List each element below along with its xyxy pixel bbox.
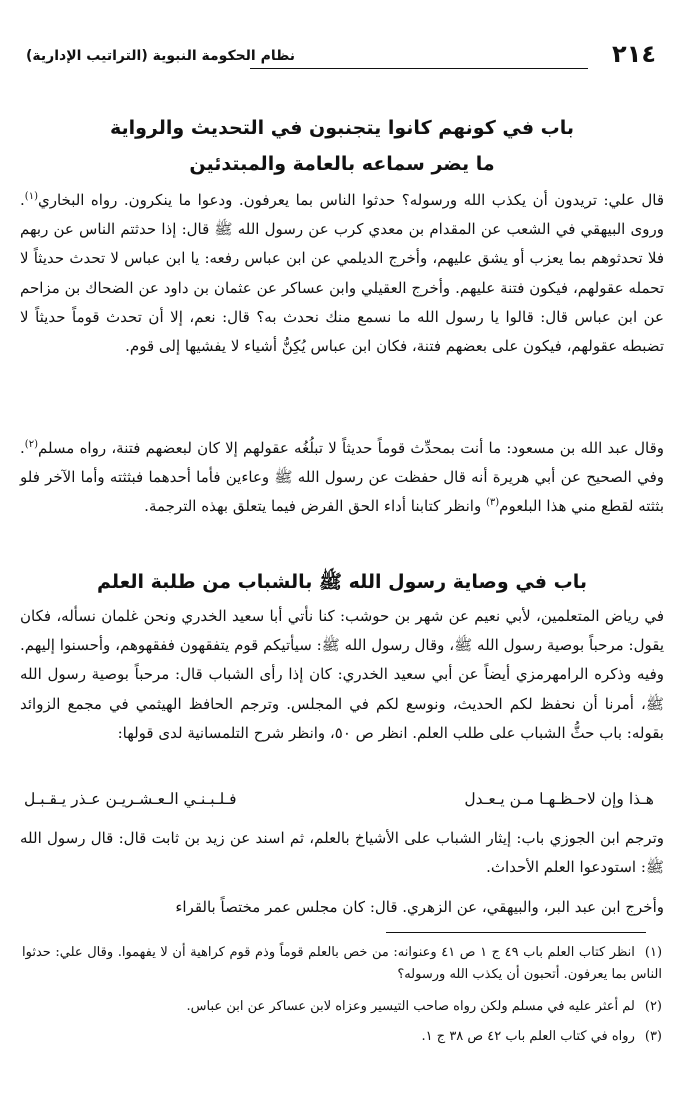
poem-verse [24,790,654,820]
section2-paragraph-2: وترجم ابن الجوزي باب: إيثار الشباب على الأشياخ بالعلم، ثم اسند عن زيد بن ثابت قال: قال رسول الله ﷺ: استودعوا العلم الأحداث. [20,829,664,877]
section2-paragraph-1: في رياض المتعلمين، لأبي نعيم عن شهر بن حوشب: كنا نأتي أبا سعيد الخدري ونحن غلمان نسأله، فكان يقول: مرحباً بوصية رسول الله ﷺ، وقال رسول الله ﷺ: سيأتيكم قوم يتفقهون ففقهوهم، وأحسنوا إليهم. وفيه وذكره الرامهرمزي أيضاً عن أبي سعيد الخدري: كان إذا رأى الشباب قال: مرحباً بوصية رسول الله ﷺ، أمرنا أن نحفظ لكم الحديث، ونوسع لكم في المجلس. وترجم الحافظ الهيثمي في مجمع الزوائد بقوله: باب حثُّ الشباب على طلب العلم. انظر ص ٥٠، وانظر شرح التلمسانية لدى قولها: [20,607,665,742]
footnote-ref-1: (١) [24,191,38,202]
footnote-ref-2: (٢) [24,439,38,450]
footnote-ref-3: (٣) [485,497,500,509]
verse-first-hemistich: هـذا وإن لاحـظـهـا مـن يـعـدل [464,790,654,808]
section1-paragraph-2: وقال عبد الله بن مسعود: ما أنت بمحدِّث قوماً حديثاً لا تبلُغُه عقولهم إلا كان لبعضهم فتنة، رواه مسلم$^{(٢)}$. وفي الصحيح عن أبي هريرة أنه قال حفظت عن رسول الله ﷺ وعاءين فأما أحدهما فبثثته وأما الآخر فلو بثثته لقطع مني هذا البلعوم$^{(٣)}$ وانظر كتابنا أداء الحق الفرض فيما يتعلق بهذه الترجمة. [20,439,664,516]
section2-paragraph-3: وأخرج ابن عبد البر، والبيهقي، عن الزهري. قال: كان مجلس عمر مختصاً بالقراء [175,898,664,916]
page-number: ٢١٤ [612,40,656,68]
footnote-2: (٢)لم أعثر عليه في مسلم ولكن رواه صاحب التيسير وعزاه لابن عساكر عن ابن عباس. [186,999,662,1014]
section1-title-line2: ما يضر سماعه بالعامة والمبتدئين [189,153,495,175]
footnote-3: (٣)رواه في كتاب العلم باب ٤٢ ص ٣٨ ج ١. [421,1029,662,1044]
verse-second-hemistich: فـلـبـنـي الـعـشـريـن عـذر يـقـبـل [24,790,237,808]
header-rule [250,68,588,69]
section2-title: باب في وصاية رسول الله ﷺ بالشباب من طلبة العلم [97,571,587,593]
running-title: نظام الحكومة النبوية (التراتيب الإدارية) [26,48,296,64]
footnote-separator [386,932,646,933]
page-header [20,40,664,76]
section1-title-line1: باب في كونهم كانوا يتجنبون في التحديث والرواية [109,117,575,139]
footnote-1: (١)انظر كتاب العلم باب ٤٩ ج ١ ص ٤١ وعنوانه: من خص بالعلم قوماً وذم قوم كراهية أن لا يفهموا. وقال علي: حدثوا الناس بما يعرفون. أتحبون أن يكذب الله ورسوله؟ [22,945,663,982]
section1-paragraph-1: قال علي: تريدون أن يكذب الله ورسوله؟ حدثوا الناس بما يعرفون. ودعوا ما ينكرون. رواه البخاري$^{(١)}$. وروى البيهقي في الشعب عن المقدام بن معدي كرب عن رسول الله ﷺ قال: إذا حدثتم الناس عن ربهم فلا تحدثوهم بما يعزب أو يشق عليهم، وأخرج الديلمي عن ابن عباس رفعه: يا ابن عباس لا تحدث حديثاً لا تحمله عقولهم، فيكون فتنة عليهم. وأخرج العقيلي وابن عساكر عن عثمان بن داود عن الضحاك بن مزاحم عن ابن عباس قال: قالوا يا رسول الله ما نسمع منك نحدث به؟ قال: نعم، إلا أن تحدث قوماً حديثاً لا تضبطه عقولهم، فيكون على بعضهم فتنة، فكان ابن عباس يُكِنُّ أشياء لا يفشيها إلى قوم. [20,191,664,356]
